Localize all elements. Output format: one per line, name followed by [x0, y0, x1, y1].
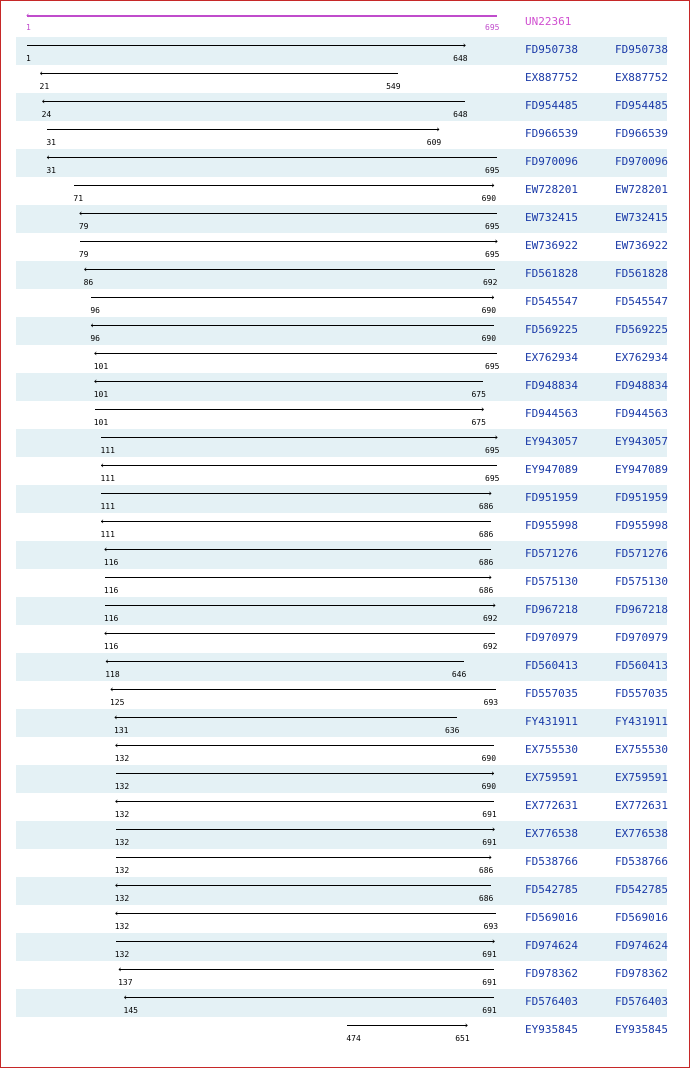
- accession-link[interactable]: EX762934: [525, 351, 578, 364]
- accession-link[interactable]: FD569225: [525, 323, 578, 336]
- reverse-arrow: [92, 377, 484, 387]
- end-position: 691: [482, 810, 497, 819]
- accession-link[interactable]: FD950738: [525, 43, 578, 56]
- reverse-arrow: [40, 97, 466, 107]
- reverse-arrow: [122, 993, 495, 1003]
- end-position: 692: [482, 278, 498, 287]
- accession-link-secondary[interactable]: FD545547: [615, 295, 668, 308]
- reverse-arrow: [113, 713, 457, 723]
- forward-arrow: [101, 489, 493, 499]
- reverse-arrow: [77, 209, 497, 219]
- alignment-row: [16, 289, 667, 317]
- accession-link[interactable]: FY431911: [525, 715, 578, 728]
- start-position: 132: [114, 894, 130, 903]
- start-position: 96: [90, 306, 100, 315]
- accession-link-secondary[interactable]: FD955998: [615, 519, 668, 532]
- end-position: 693: [483, 698, 499, 707]
- start-position: 111: [100, 530, 115, 539]
- alignment-row: [16, 429, 667, 457]
- arrowhead-icon: ›: [490, 181, 496, 191]
- reverse-arrow: [113, 741, 494, 751]
- end-position: 690: [481, 194, 497, 203]
- accession-link-secondary[interactable]: FY431911: [615, 715, 668, 728]
- end-position: 648: [453, 110, 468, 119]
- end-position: 695: [485, 23, 500, 32]
- accession-link-secondary[interactable]: FD967218: [615, 603, 668, 616]
- reverse-arrow: [108, 685, 496, 695]
- accession-link[interactable]: FD545547: [525, 295, 578, 308]
- end-position: 692: [482, 642, 498, 651]
- accession-link[interactable]: EX759591: [525, 771, 578, 784]
- arrowhead-icon: ‹: [38, 69, 44, 79]
- start-position: 31: [46, 166, 56, 175]
- arrowhead-icon: ‹: [92, 377, 99, 387]
- arrowhead-icon: ›: [461, 41, 468, 51]
- arrowhead-icon: ‹: [99, 461, 105, 471]
- arrowhead-icon: ‹: [113, 741, 120, 751]
- accession-link[interactable]: FD948834: [525, 379, 578, 392]
- accession-link-secondary[interactable]: FD944563: [615, 407, 668, 420]
- start-position: 101: [93, 390, 109, 399]
- accession-link[interactable]: FD542785: [525, 883, 578, 896]
- forward-arrow: [101, 433, 499, 443]
- end-position: 686: [478, 586, 494, 595]
- end-position: 690: [481, 334, 497, 343]
- forward-arrow: [116, 853, 493, 863]
- arrowhead-icon: ‹: [45, 153, 51, 163]
- accession-link-secondary[interactable]: FD571276: [615, 547, 668, 560]
- end-position: 690: [481, 306, 497, 315]
- accession-link[interactable]: FD944563: [525, 407, 578, 420]
- accession-link-secondary[interactable]: FD951959: [615, 491, 668, 504]
- end-position: 691: [482, 1006, 497, 1015]
- accession-link[interactable]: FD978362: [525, 967, 578, 980]
- alignment-row: [16, 737, 667, 765]
- accession-link-secondary[interactable]: FD966539: [615, 127, 668, 140]
- end-position: 646: [451, 670, 467, 679]
- arrowhead-icon: ‹: [113, 881, 120, 891]
- accession-link[interactable]: EY947089: [525, 463, 578, 476]
- alignment-row: [16, 373, 667, 401]
- end-position: 693: [483, 922, 499, 931]
- accession-link-secondary[interactable]: FD542785: [615, 883, 668, 896]
- accession-link[interactable]: FD954485: [525, 99, 578, 112]
- accession-link-secondary[interactable]: FD569016: [615, 911, 668, 924]
- forward-arrow: [116, 769, 496, 779]
- alignment-row: [16, 653, 667, 681]
- start-position: 132: [114, 950, 130, 959]
- start-position: 116: [103, 586, 119, 595]
- accession-link[interactable]: FD538766: [525, 855, 578, 868]
- arrowhead-icon: ›: [491, 601, 497, 611]
- alignment-row: [16, 681, 667, 709]
- reverse-arrow: [82, 265, 495, 275]
- forward-arrow: [105, 573, 493, 583]
- accession-link[interactable]: FD966539: [525, 127, 578, 140]
- end-position: 686: [478, 866, 494, 875]
- start-position: 21: [39, 82, 50, 91]
- arrowhead-icon: ›: [490, 293, 496, 303]
- start-position: 132: [114, 838, 130, 847]
- accession-link-secondary[interactable]: FD970979: [615, 631, 668, 644]
- end-position: 695: [485, 166, 500, 175]
- alignment-row: [16, 933, 667, 961]
- accession-link-secondary[interactable]: FD576403: [615, 995, 668, 1008]
- reverse-arrow: [38, 69, 399, 79]
- start-position: 111: [100, 446, 115, 455]
- alignment-row: [16, 37, 667, 65]
- accession-link[interactable]: FD569016: [525, 911, 578, 924]
- arrowhead-icon: ‹: [89, 321, 95, 331]
- accession-link-secondary[interactable]: FD950738: [615, 43, 668, 56]
- start-position: 1: [26, 23, 31, 32]
- accession-link-secondary[interactable]: EW736922: [615, 239, 668, 252]
- alignment-row: [16, 989, 667, 1017]
- arrowhead-icon: ›: [487, 489, 493, 499]
- forward-arrow: [347, 1021, 470, 1031]
- alignment-row: [16, 569, 667, 597]
- alignment-row: [16, 625, 667, 653]
- end-position: 609: [426, 138, 442, 147]
- accession-link[interactable]: FD575130: [525, 575, 578, 588]
- arrowhead-icon: ‹: [122, 993, 128, 1003]
- start-position: 1: [26, 54, 31, 63]
- accession-link[interactable]: EW728201: [525, 183, 578, 196]
- end-position: 675: [471, 418, 486, 427]
- arrowhead-icon: ‹: [40, 97, 46, 107]
- start-position: 132: [114, 866, 130, 875]
- accession-link[interactable]: FD571276: [525, 547, 578, 560]
- end-position: 686: [478, 502, 494, 511]
- reverse-arrow: [117, 965, 494, 975]
- start-position: 116: [103, 642, 119, 651]
- start-position: 118: [105, 670, 120, 679]
- accession-link-secondary[interactable]: FD954485: [615, 99, 668, 112]
- arrowhead-icon: ‹: [102, 545, 109, 555]
- accession-link-secondary[interactable]: FD948834: [615, 379, 668, 392]
- end-position: 695: [485, 362, 500, 371]
- reverse-arrow: [102, 629, 495, 639]
- end-position: 691: [482, 838, 497, 847]
- arrowhead-icon: ‹: [99, 517, 105, 527]
- reverse-arrow: [102, 545, 491, 555]
- accession-link-secondary[interactable]: FD575130: [615, 575, 668, 588]
- reference-accession-link[interactable]: UN22361: [525, 15, 572, 28]
- reverse-arrow: [25, 11, 497, 21]
- alignment-row: [16, 709, 667, 737]
- accession-link[interactable]: EX772631: [525, 799, 578, 812]
- reverse-arrow: [45, 153, 497, 163]
- forward-arrow: [91, 293, 496, 303]
- accession-link-secondary[interactable]: EY943057: [615, 435, 668, 448]
- start-position: 24: [41, 110, 52, 119]
- start-position: 111: [100, 474, 115, 483]
- accession-link-secondary[interactable]: FD560413: [615, 659, 668, 672]
- start-position: 132: [114, 810, 130, 819]
- accession-link-secondary[interactable]: FD569225: [615, 323, 668, 336]
- alignment-row: [16, 401, 667, 429]
- start-position: 31: [46, 138, 56, 147]
- end-position: 686: [478, 558, 494, 567]
- arrowhead-icon: ‹: [117, 965, 123, 975]
- start-position: 132: [114, 782, 130, 791]
- end-position: 549: [386, 82, 401, 91]
- start-position: 132: [114, 922, 130, 931]
- alignment-row: [16, 541, 667, 569]
- accession-link[interactable]: FD576403: [525, 995, 578, 1008]
- arrowhead-icon: ›: [490, 825, 497, 835]
- start-position: 125: [109, 698, 125, 707]
- accession-link[interactable]: EX887752: [525, 71, 578, 84]
- arrowhead-icon: ‹: [82, 265, 88, 275]
- start-position: 131: [114, 726, 129, 735]
- accession-link-secondary[interactable]: EX887752: [615, 71, 668, 84]
- end-position: 686: [478, 894, 494, 903]
- accession-link[interactable]: FD970979: [525, 631, 578, 644]
- alignment-row: [16, 457, 667, 485]
- accession-link[interactable]: EW732415: [525, 211, 578, 224]
- accession-link-secondary[interactable]: EW732415: [615, 211, 668, 224]
- reverse-arrow: [113, 797, 495, 807]
- end-position: 695: [485, 250, 500, 259]
- arrowhead-icon: ›: [435, 125, 441, 135]
- end-position: 690: [481, 754, 497, 763]
- accession-link-secondary[interactable]: EX759591: [615, 771, 668, 784]
- accession-link[interactable]: EY943057: [525, 435, 578, 448]
- start-position: 474: [346, 1034, 361, 1043]
- arrowhead-icon: ‹: [25, 11, 31, 21]
- reverse-arrow: [113, 881, 491, 891]
- alignment-row: [16, 205, 667, 233]
- reverse-arrow: [92, 349, 497, 359]
- reverse-arrow: [113, 909, 496, 919]
- alignment-row: [16, 261, 667, 289]
- start-position: 71: [73, 194, 84, 203]
- arrowhead-icon: ‹: [113, 797, 120, 807]
- alignment-row: [16, 513, 667, 541]
- end-position: 691: [482, 950, 497, 959]
- arrowhead-icon: ›: [490, 937, 497, 947]
- alignment-row: [16, 877, 667, 905]
- accession-link-secondary[interactable]: FD561828: [615, 267, 668, 280]
- end-position: 636: [445, 726, 460, 735]
- end-position: 695: [485, 474, 500, 483]
- reverse-arrow: [99, 461, 497, 471]
- accession-link-secondary[interactable]: EX762934: [615, 351, 668, 364]
- forward-arrow: [47, 125, 441, 135]
- start-position: 79: [78, 222, 89, 231]
- accession-link-secondary[interactable]: EY947089: [615, 463, 668, 476]
- accession-link-secondary[interactable]: EX772631: [615, 799, 668, 812]
- accession-link[interactable]: EW736922: [525, 239, 578, 252]
- alignment-row: [16, 233, 667, 261]
- forward-arrow: [27, 41, 468, 51]
- reverse-arrow: [89, 321, 493, 331]
- alignment-row: [16, 1017, 667, 1045]
- accession-link[interactable]: FD560413: [525, 659, 578, 672]
- start-position: 101: [93, 418, 109, 427]
- alignment-row: [16, 485, 667, 513]
- end-position: 686: [478, 530, 494, 539]
- start-position: 96: [90, 334, 100, 343]
- arrowhead-icon: ›: [487, 573, 493, 583]
- arrowhead-icon: ›: [487, 853, 493, 863]
- arrowhead-icon: ‹: [113, 909, 120, 919]
- alignment-row: [16, 597, 667, 625]
- accession-link-secondary[interactable]: FD557035: [615, 687, 668, 700]
- arrowhead-icon: ‹: [108, 685, 115, 695]
- accession-link[interactable]: FD970096: [525, 155, 578, 168]
- accession-link[interactable]: FD967218: [525, 603, 578, 616]
- reverse-arrow: [104, 657, 464, 667]
- arrowhead-icon: ‹: [102, 629, 109, 639]
- arrowhead-icon: ‹: [104, 657, 110, 667]
- alignment-row: [16, 905, 667, 933]
- end-position: 691: [482, 978, 497, 987]
- accession-link-secondary[interactable]: FD978362: [615, 967, 668, 980]
- reverse-arrow: [99, 517, 490, 527]
- alignment-row: [16, 177, 667, 205]
- accession-link[interactable]: EX755530: [525, 743, 578, 756]
- accession-link[interactable]: FD955998: [525, 519, 578, 532]
- end-position: 675: [471, 390, 486, 399]
- alignment-row: [16, 93, 667, 121]
- accession-link[interactable]: EY935845: [525, 1023, 578, 1036]
- accession-link-secondary[interactable]: EX755530: [615, 743, 668, 756]
- start-position: 145: [123, 1006, 138, 1015]
- arrowhead-icon: ›: [463, 1021, 470, 1031]
- end-position: 690: [481, 782, 497, 791]
- arrowhead-icon: ‹: [77, 209, 84, 219]
- alignment-row: [16, 317, 667, 345]
- accession-link[interactable]: FD951959: [525, 491, 578, 504]
- forward-arrow: [116, 825, 497, 835]
- arrowhead-icon: ›: [480, 405, 486, 415]
- arrowhead-icon: ›: [493, 433, 499, 443]
- end-position: 695: [485, 222, 500, 231]
- start-position: 101: [93, 362, 109, 371]
- alignment-row: [16, 765, 667, 793]
- alignment-row: [16, 961, 667, 989]
- arrowhead-icon: ‹: [113, 713, 119, 723]
- alignment-row: [16, 821, 667, 849]
- accession-link-secondary[interactable]: FD974624: [615, 939, 668, 952]
- alignment-row: [16, 65, 667, 93]
- end-position: 692: [482, 614, 498, 623]
- accession-link[interactable]: EX776538: [525, 827, 578, 840]
- arrowhead-icon: ›: [490, 769, 496, 779]
- reference-row: [16, 9, 667, 37]
- accession-link-secondary[interactable]: FD970096: [615, 155, 668, 168]
- alignment-row: [16, 345, 667, 373]
- alignment-row: [16, 793, 667, 821]
- accession-link[interactable]: FD974624: [525, 939, 578, 952]
- start-position: 79: [78, 250, 89, 259]
- start-position: 137: [118, 978, 133, 987]
- alignment-row: [16, 149, 667, 177]
- end-position: 651: [455, 1034, 470, 1043]
- arrowhead-icon: ›: [493, 237, 499, 247]
- start-position: 116: [103, 614, 119, 623]
- start-position: 132: [114, 754, 130, 763]
- arrowhead-icon: ‹: [92, 349, 99, 359]
- end-position: 695: [485, 446, 500, 455]
- forward-arrow: [80, 237, 499, 247]
- accession-link-secondary[interactable]: EY935845: [615, 1023, 668, 1036]
- accession-link-secondary[interactable]: EX776538: [615, 827, 668, 840]
- forward-arrow: [116, 937, 497, 947]
- end-position: 648: [453, 54, 468, 63]
- accession-link-secondary[interactable]: EW728201: [615, 183, 668, 196]
- forward-arrow: [74, 181, 496, 191]
- alignment-row: [16, 121, 667, 149]
- accession-link-secondary[interactable]: FD538766: [615, 855, 668, 868]
- accession-link[interactable]: FD557035: [525, 687, 578, 700]
- alignment-row: [16, 849, 667, 877]
- forward-arrow: [105, 601, 497, 611]
- start-position: 86: [83, 278, 94, 287]
- accession-link[interactable]: FD561828: [525, 267, 578, 280]
- start-position: 111: [100, 502, 115, 511]
- start-position: 116: [103, 558, 119, 567]
- forward-arrow: [95, 405, 486, 415]
